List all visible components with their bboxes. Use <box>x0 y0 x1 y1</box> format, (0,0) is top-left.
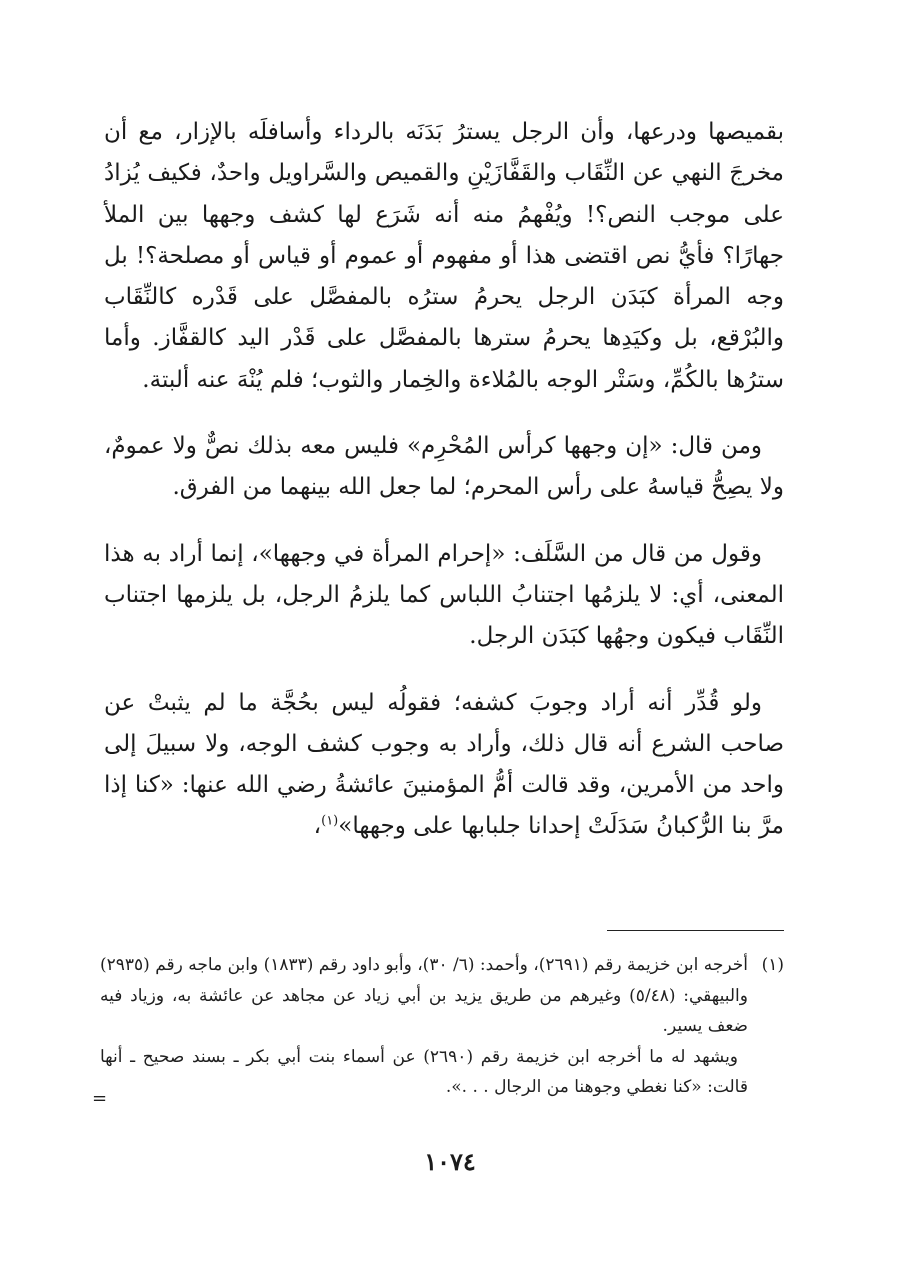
main-text <box>104 112 784 848</box>
paragraph-3: وقول من قال من السَّلَف: «إحرام المرأة في وجهها»، إنما أراد به هذا المعنى، أي: لا يلزمُها اجتنابُ اللباس كما يلزمُ الرجل، بل يلزمها اجتناب النِّقَاب فيكون وجهُها كبَدَن الرجل. <box>104 540 784 650</box>
paragraph-1: بقميصها ودرعها، وأن الرجل يسترُ بَدَنَه بالرداء وأسافلَه بالإزار، مع أن مخرجَ النهي عن النِّقَاب والقَفَّازَيْنِ والقميص والسَّراويل واحدٌ، فكيف يُزادُ على موجب النص؟! ويُفْهمُ منه أنه شَرَع لها كشف وجهها بين الملأ جهارًا؟ فأيُّ نص اقتضى هذا أو مفهوم أو عموم أو قياس أو مصلحة؟! بل وجه المرأة كبَدَن الرجل يحرمُ سترُه بالمفصَّل على قَدْره كالنِّقَاب والبُرْقع، بل وكيَدِها يحرمُ سترها بالمفصَّل على قَدْر اليد كالقفَّاز. وأما سترُها بالكُمِّ، وسَتْر الوجه بالمُلاءة والخِمار والثوب؛ فلم يُنْهَ عنه ألبتة. <box>104 119 784 393</box>
page-number: ١٠٧٤ <box>424 1147 476 1176</box>
footnotes <box>100 950 784 1103</box>
paragraph-2: ومن قال: «إن وجهها كرأس المُحْرِم» فليس معه بذلك نصٌّ ولا عمومٌ، ولا يصِحُّ قياسهُ على رأس المحرم؛ لما جعل الله بينهما من الفرق. <box>104 433 784 501</box>
paragraph-4-text: ولو قُدِّر أنه أراد وجوبَ كشفه؛ فقولُه ليس بحُجَّة ما لم يثبتْ عن صاحب الشرع أنه قال ذلك، وأراد به وجوب كشف الوجه، ولا سبيلَ إلى واحد من الأمرين، وقد قالت أمُّ المؤمنينَ عائشةُ رضي الله عنها: «كنا إذا مرَّ بنا الرُّكبانُ سَدَلَتْ إحدانا جلبابها على وجهها» <box>104 689 784 840</box>
footnote-separator <box>607 930 784 931</box>
footnote-1 <box>100 950 784 1042</box>
continuation-mark: = <box>92 1088 108 1109</box>
footnote-1-continuation: ويشهد له ما أخرجه ابن خزيمة رقم (٢٦٩٠) عن أسماء بنت أبي بكر ـ بسند صحيح ـ أنها قالت: «كنا نغطي وجوهنا من الرجال . . .». <box>100 1046 748 1097</box>
paragraph-4 <box>104 683 784 848</box>
footnote-number: (١) <box>761 955 784 975</box>
footnote-1-text: أخرجه ابن خزيمة رقم (٢٦٩١)، وأحمد: (٦/ ٣٠)، وأبو داود رقم (١٨٣٣) وابن ماجه رقم (٢٩٣٥) والبيهقي: (٥/٤٨) وغيرهم من طريق يزيد بن أبي زياد عن مجاهد عن عائشة به، وزياد فيه ضعف يسير. <box>100 955 749 1036</box>
footnote-reference[interactable]: (١) <box>321 813 339 829</box>
paragraph-4-tail: ، <box>313 813 322 840</box>
